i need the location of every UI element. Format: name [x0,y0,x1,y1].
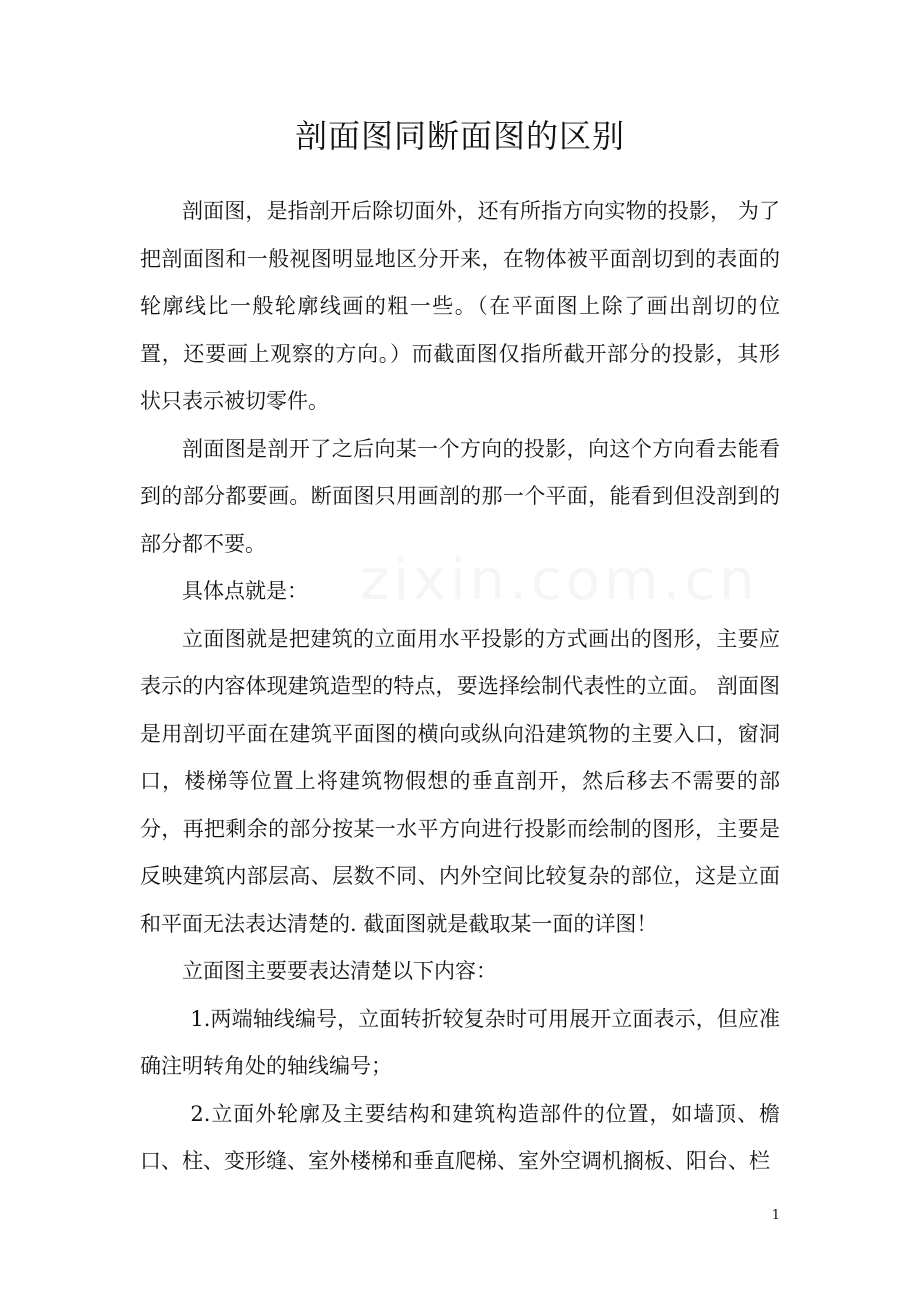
list-item-axis-numbers: 1.两端轴线编号，立面转折较复杂时可用展开立面表示，但应准确注明转角处的轴线编号； [140,1006,780,1078]
document-body [140,188,780,1186]
paragraph-elevation-contents: 立面图主要要表达清楚以下内容： [182,959,497,983]
paragraph-elevation-definition: 立面图就是把建筑的立面用水平投影的方式画出的图形，主要应表示的内容体现建筑造型的特点，要选择绘制代表性的立面。 剖面图是用剖切平面在建筑平面图的横向或纵向沿建筑物的主要入口，窗洞口，楼梯等位置上将建筑物假想的垂直剖开，然后移去不需要的部分，再把剩余的部分按某一水平方向进行投影而绘制的图形，主要是反映建筑内部层高、层数不同、内外空间比较复杂的部位，这是立面和平面无法表达清楚的. 截面图就是截取某一面的详图！ [140,626,780,936]
page-number: 1 [771,1208,780,1223]
paragraph-specifically: 具体点就是： [182,579,308,603]
page-title: 剖面图同断面图的区别 [294,117,625,155]
paragraph-projection-direction: 剖面图是剖开了之后向某一个方向的投影，向这个方向看去能看到的部分都要画。断面图只用画剖的那一个平面，能看到但没剖到的部分都不要。 [140,436,780,556]
paragraph-section-vs-cut: 剖面图，是指剖开后除切面外，还有所指方向实物的投影， 为了把剖面图和一般视图明显地区分开来，在物体被平面剖切到的表面的轮廓线比一般轮廓线画的粗一些。（在平面图上除了画出剖切的位置，还要画上观察的方向。）而截面图仅指所截开部分的投影，其形状只表示被切零件。 [140,199,780,413]
list-item-outline-components: 2.立面外轮廓及主要结构和建筑构造部件的位置，如墙顶、檐口、柱、变形缝、室外楼梯和垂直爬梯、室外空调机搁板、阳台、栏 [140,1101,780,1173]
